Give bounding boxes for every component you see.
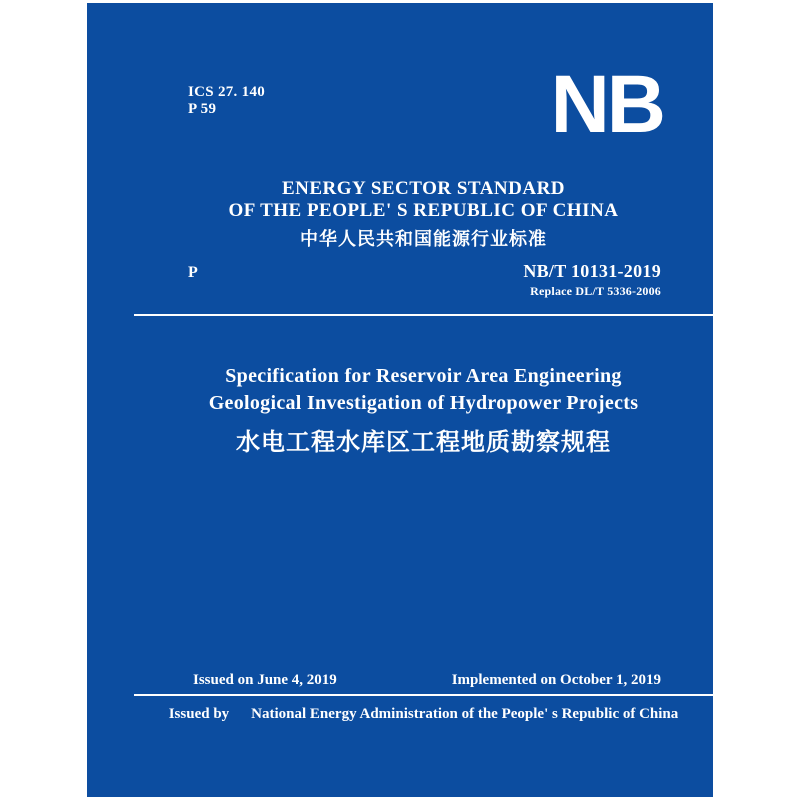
classification-code: P 59 [188, 101, 217, 117]
standard-header-cn: 中华人民共和国能源行业标准 [300, 229, 547, 249]
top-divider-rule [134, 314, 713, 316]
ics-code: ICS 27. 140 [188, 84, 266, 100]
bottom-divider-rule [134, 694, 713, 696]
nb-logo: NB [550, 59, 663, 150]
title-en-line1: Specification for Reservoir Area Engineering [225, 365, 622, 387]
issuer-name: National Energy Administration of the People' s Republic of China [251, 706, 679, 722]
issued-by-row [134, 706, 713, 723]
implemented-date: Implemented on October 1, 2019 [451, 672, 661, 688]
title-en-line2: Geological Investigation of Hydropower Projects [208, 392, 639, 414]
replaces-note: Replace DL/T 5336-2006 [530, 284, 661, 298]
standard-header [134, 178, 713, 251]
doc-class-letter: P [188, 264, 198, 281]
standard-header-en-line2: OF THE PEOPLE' S REPUBLIC OF CHINA [228, 200, 619, 221]
title-block [134, 363, 713, 458]
issued-date: Issued on June 4, 2019 [193, 672, 337, 688]
standard-header-en-line1: ENERGY SECTOR STANDARD [281, 178, 566, 199]
issued-by-label: Issued by [168, 706, 230, 722]
title-cn: 水电工程水库区工程地质勘察规程 [236, 430, 611, 456]
standard-number: NB/T 10131-2019 [523, 261, 661, 281]
standard-cover [87, 3, 713, 797]
